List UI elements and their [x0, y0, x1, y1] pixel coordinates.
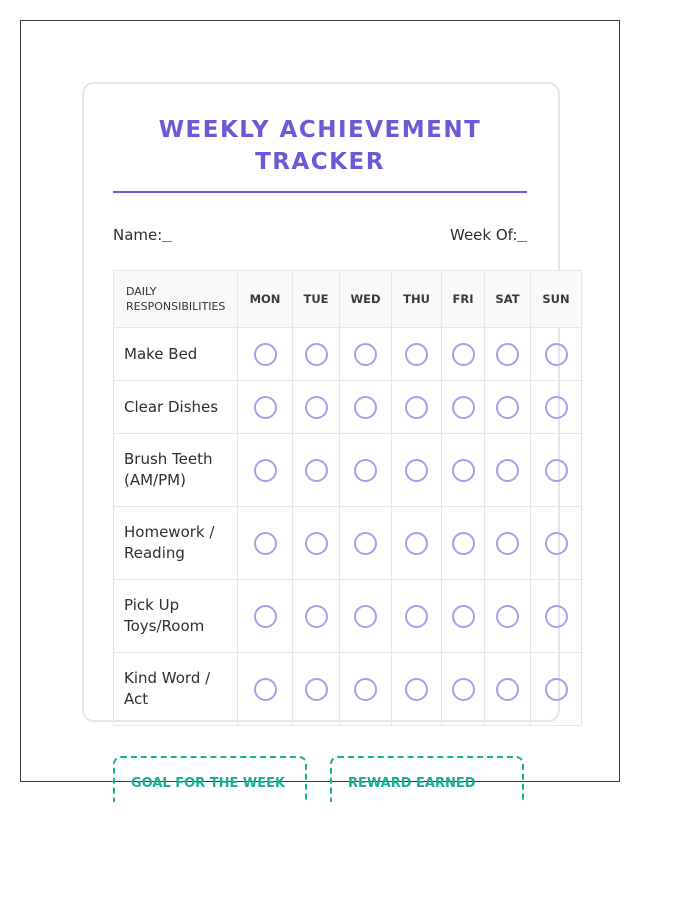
task-label: Pick Up Toys/Room: [114, 580, 238, 653]
table-row: [114, 434, 582, 507]
name-field[interactable]: [113, 226, 172, 244]
responsibilities-header: DAILY RESPONSIBILITIES: [114, 271, 238, 328]
checkbox-circle[interactable]: [496, 459, 519, 482]
day-header: TUE: [293, 271, 340, 328]
reward-box[interactable]: [330, 756, 524, 802]
goal-box[interactable]: [113, 756, 307, 802]
checkbox-circle[interactable]: [354, 396, 377, 419]
name-blank[interactable]: [162, 227, 172, 242]
checkbox-circle[interactable]: [354, 343, 377, 366]
tracker-table: [113, 270, 582, 726]
checkbox-circle[interactable]: [452, 396, 475, 419]
checkbox-circle[interactable]: [354, 605, 377, 628]
day-header: FRI: [442, 271, 485, 328]
day-header: WED: [340, 271, 392, 328]
checkbox-circle[interactable]: [354, 678, 377, 701]
checkbox-circle[interactable]: [254, 396, 277, 419]
checkbox-circle[interactable]: [405, 459, 428, 482]
checkbox-circle[interactable]: [545, 459, 568, 482]
checkbox-circle[interactable]: [496, 678, 519, 701]
checkbox-circle[interactable]: [405, 343, 428, 366]
task-label: Make Bed: [114, 328, 238, 381]
page-title: WEEKLY ACHIEVEMENT TRACKER: [158, 117, 482, 175]
checkbox-circle[interactable]: [452, 532, 475, 555]
table-row: [114, 381, 582, 434]
checkbox-circle[interactable]: [452, 459, 475, 482]
checkbox-circle[interactable]: [545, 396, 568, 419]
checkbox-circle[interactable]: [405, 532, 428, 555]
week-of-field[interactable]: [450, 226, 527, 244]
day-header: THU: [392, 271, 442, 328]
task-label: Brush Teeth (AM/PM): [114, 434, 238, 507]
checkbox-circle[interactable]: [305, 678, 328, 701]
checkbox-circle[interactable]: [545, 678, 568, 701]
table-row: [114, 507, 582, 580]
reward-label: REWARD EARNED: [348, 776, 476, 791]
table-header-row: [114, 271, 582, 328]
checkbox-circle[interactable]: [254, 532, 277, 555]
checkbox-circle[interactable]: [305, 396, 328, 419]
checkbox-circle[interactable]: [545, 605, 568, 628]
name-label: Name:: [113, 226, 163, 244]
checkbox-circle[interactable]: [254, 343, 277, 366]
table-row: [114, 580, 582, 653]
checkbox-circle[interactable]: [452, 605, 475, 628]
checkbox-circle[interactable]: [354, 459, 377, 482]
day-header: SUN: [531, 271, 582, 328]
checkbox-circle[interactable]: [254, 678, 277, 701]
week-of-blank[interactable]: [517, 227, 527, 242]
week-of-label: Week Of:: [450, 226, 518, 244]
checkbox-circle[interactable]: [545, 532, 568, 555]
checkbox-circle[interactable]: [305, 605, 328, 628]
checkbox-circle[interactable]: [254, 605, 277, 628]
checkbox-circle[interactable]: [305, 459, 328, 482]
checkbox-circle[interactable]: [452, 343, 475, 366]
checkbox-circle[interactable]: [305, 532, 328, 555]
day-header: MON: [238, 271, 293, 328]
checkbox-circle[interactable]: [305, 343, 328, 366]
checkbox-circle[interactable]: [354, 532, 377, 555]
checkbox-circle[interactable]: [545, 343, 568, 366]
task-label: Homework / Reading: [114, 507, 238, 580]
goal-label: GOAL FOR THE WEEK: [131, 776, 286, 791]
checkbox-circle[interactable]: [496, 396, 519, 419]
checkbox-circle[interactable]: [452, 678, 475, 701]
checkbox-circle[interactable]: [405, 396, 428, 419]
checkbox-circle[interactable]: [405, 605, 428, 628]
task-label: Kind Word / Act: [114, 653, 238, 726]
checkbox-circle[interactable]: [254, 459, 277, 482]
checkbox-circle[interactable]: [496, 605, 519, 628]
task-label: Clear Dishes: [114, 381, 238, 434]
table-row: [114, 653, 582, 726]
table-row: [114, 328, 582, 381]
day-header: SAT: [485, 271, 531, 328]
checkbox-circle[interactable]: [405, 678, 428, 701]
title-divider: [113, 191, 527, 193]
checkbox-circle[interactable]: [496, 532, 519, 555]
checkbox-circle[interactable]: [496, 343, 519, 366]
